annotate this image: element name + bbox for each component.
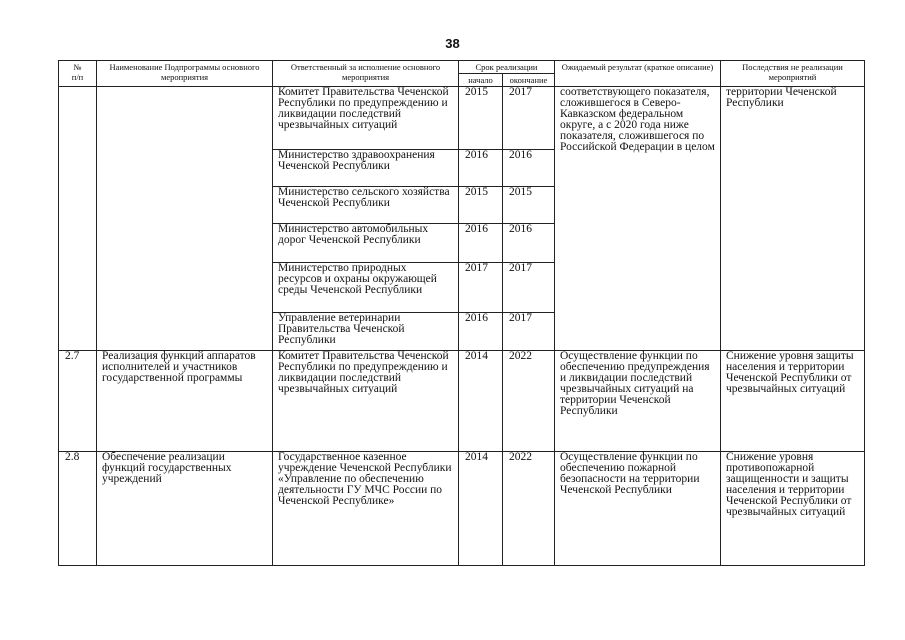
header-responsible: Ответственный за исполнение основного мероприятия (273, 61, 459, 87)
row-start: 2014 (459, 452, 503, 566)
cont-end: 2016 (503, 224, 555, 263)
header-name: Наименование Подпрограммы основного мероприятия (97, 61, 273, 87)
row-end: 2022 (503, 452, 555, 566)
cont-name-cell (97, 87, 273, 351)
cont-responsible: Министерство здравоохранения Чеченской Республики (273, 150, 459, 187)
cont-end: 2017 (503, 263, 555, 313)
header-period-end: окончание (503, 74, 555, 87)
header-consequences: Последствия не реализации мероприятий (721, 61, 865, 87)
row-consequences: Снижение уровня противопожарной защищенности и защиты населения и территории Чеченской Республики от чрезвычайных ситуаций (721, 452, 865, 566)
row-end: 2022 (503, 351, 555, 452)
cont-end: 2016 (503, 150, 555, 187)
cont-responsible: Министерство природных ресурсов и охраны окружающей среды Чеченской Республики (273, 263, 459, 313)
cont-end: 2017 (503, 313, 555, 351)
header-period-start: начало (459, 74, 503, 87)
row-consequences: Снижение уровня защиты населения и территории Чеченской Республики от чрезвычайных ситуаций (721, 351, 865, 452)
row-name: Обеспечение реализации функций государственных учреждений (97, 452, 273, 566)
cont-num-cell (59, 87, 97, 351)
cont-end: 2015 (503, 187, 555, 224)
cont-result: соответствующего показателя, сложившегося в Северо-Кавказском федеральном округе, а с 2020 года ниже показателя, сложившегося по Российской Федерации в целом (555, 87, 721, 351)
header-num: № п/п (59, 61, 97, 87)
cont-start: 2016 (459, 150, 503, 187)
row-responsible: Комитет Правительства Чеченской Республики по предупреждению и ликвидации последствий чрезвычайных ситуаций (273, 351, 459, 452)
cont-start: 2016 (459, 224, 503, 263)
row-name: Реализация функций аппаратов исполнителей и участников государственной программы (97, 351, 273, 452)
row-result: Осуществление функции по обеспечению предупреждения и ликвидации последствий чрезвычайных ситуаций на территории Чеченской Республики (555, 351, 721, 452)
table-row (59, 351, 865, 452)
row-num: 2.8 (59, 452, 97, 566)
row-num: 2.7 (59, 351, 97, 452)
cont-responsible: Министерство сельского хозяйства Чеченской Республики (273, 187, 459, 224)
cont-start: 2017 (459, 263, 503, 313)
cont-responsible: Министерство автомобильных дорог Чеченской Республики (273, 224, 459, 263)
row-responsible: Государственное казенное учреждение Чеченской Республики «Управление по обеспечению деятельности ГУ МЧС России по Чеченской Республике» (273, 452, 459, 566)
row-result: Осуществление функции по обеспечению пожарной безопасности на территории Чеченской Республики (555, 452, 721, 566)
table-row (59, 452, 865, 566)
program-table (58, 60, 865, 566)
cont-responsible: Комитет Правительства Чеченской Республики по предупреждению и ликвидации последствий чрезвычайных ситуаций (273, 87, 459, 150)
header-result: Ожидаемый результат (краткое описание) (555, 61, 721, 87)
cont-end: 2017 (503, 87, 555, 150)
cont-start: 2016 (459, 313, 503, 351)
cont-responsible: Управление ветеринарии Правительства Чеченской Республики (273, 313, 459, 351)
cont-start: 2015 (459, 87, 503, 150)
header-period: Срок реализации (459, 61, 555, 74)
cont-consequences: территории Чеченской Республики (721, 87, 865, 351)
cont-start: 2015 (459, 187, 503, 224)
page-number: 38 (445, 36, 460, 51)
row-start: 2014 (459, 351, 503, 452)
